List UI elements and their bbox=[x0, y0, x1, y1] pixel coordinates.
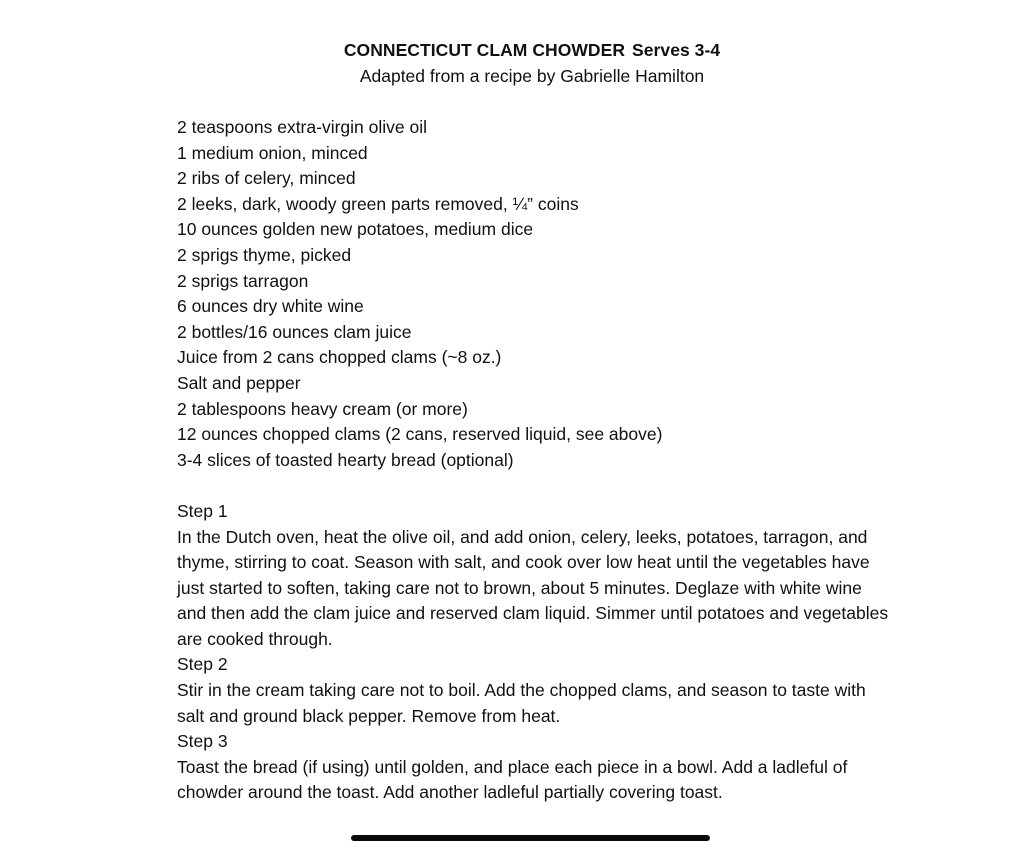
ingredient-item: 2 teaspoons extra-virgin olive oil bbox=[177, 117, 427, 137]
ingredient-item: Juice from 2 cans chopped clams (~8 oz.) bbox=[177, 347, 502, 368]
step-1 bbox=[177, 499, 897, 653]
ingredient-item: 6 ounces dry white wine bbox=[177, 296, 364, 317]
ingredient-item: 3-4 slices of toasted hearty bread (optional) bbox=[177, 449, 514, 470]
home-indicator-bar[interactable] bbox=[351, 835, 710, 841]
step-heading: Step 3 bbox=[177, 731, 228, 752]
step-heading: Step 2 bbox=[177, 654, 228, 675]
ingredient-item: 2 sprigs tarragon bbox=[177, 270, 309, 291]
step-heading: Step 1 bbox=[177, 500, 228, 521]
step-list bbox=[177, 499, 897, 806]
recipe-subtitle: Adapted from a recipe by Gabrielle Hamilton bbox=[359, 66, 705, 86]
ingredient-item: 10 ounces golden new potatoes, medium dice bbox=[177, 219, 534, 240]
ingredient-item: Salt and pepper bbox=[177, 372, 301, 393]
recipe-header bbox=[0, 38, 1024, 89]
recipe-body bbox=[177, 115, 897, 806]
ingredient-list bbox=[177, 115, 897, 473]
recipe-serves: Serves 3-4 bbox=[632, 40, 721, 60]
ingredient-item: 2 tablespoons heavy cream (or more) bbox=[177, 398, 468, 419]
step-3 bbox=[177, 729, 897, 806]
ingredient-item: 2 ribs of celery, minced bbox=[177, 168, 356, 189]
ingredient-item: 2 bottles/16 ounces clam juice bbox=[177, 321, 412, 342]
step-text: Stir in the cream taking care not to boil. Add the chopped clams, and season to taste with salt and ground black pepper. Remove from heat. bbox=[177, 680, 866, 726]
ingredient-item: 2 sprigs thyme, picked bbox=[177, 244, 352, 265]
recipe-title bbox=[0, 38, 1024, 63]
ingredient-item: 12 ounces chopped clams (2 cans, reserved liquid, see above) bbox=[177, 424, 663, 445]
ingredient-item: 2 leeks, dark, woody green parts removed, ¼” coins bbox=[177, 193, 579, 214]
step-2 bbox=[177, 652, 897, 729]
step-text: Toast the bread (if using) until golden, and place each piece in a bowl. Add a ladleful of chowder around the toast. Add another ladleful partially covering toast. bbox=[177, 756, 848, 803]
step-text: In the Dutch oven, heat the olive oil, and add onion, celery, leeks, potatoes, tarragon, and thyme, stirring to coat. Season with salt, and cook over low heat until the vegetables have just started to soften, taking care not to brown, about 5 minutes. Deglaze with white wine and then add the clam juice and reserved clam liquid. Simmer until potatoes and vegetables are cooked through. bbox=[177, 526, 889, 649]
ingredient-item: 1 medium onion, minced bbox=[177, 142, 368, 163]
recipe-title-text: CONNECTICUT CLAM CHOWDER bbox=[343, 40, 626, 60]
